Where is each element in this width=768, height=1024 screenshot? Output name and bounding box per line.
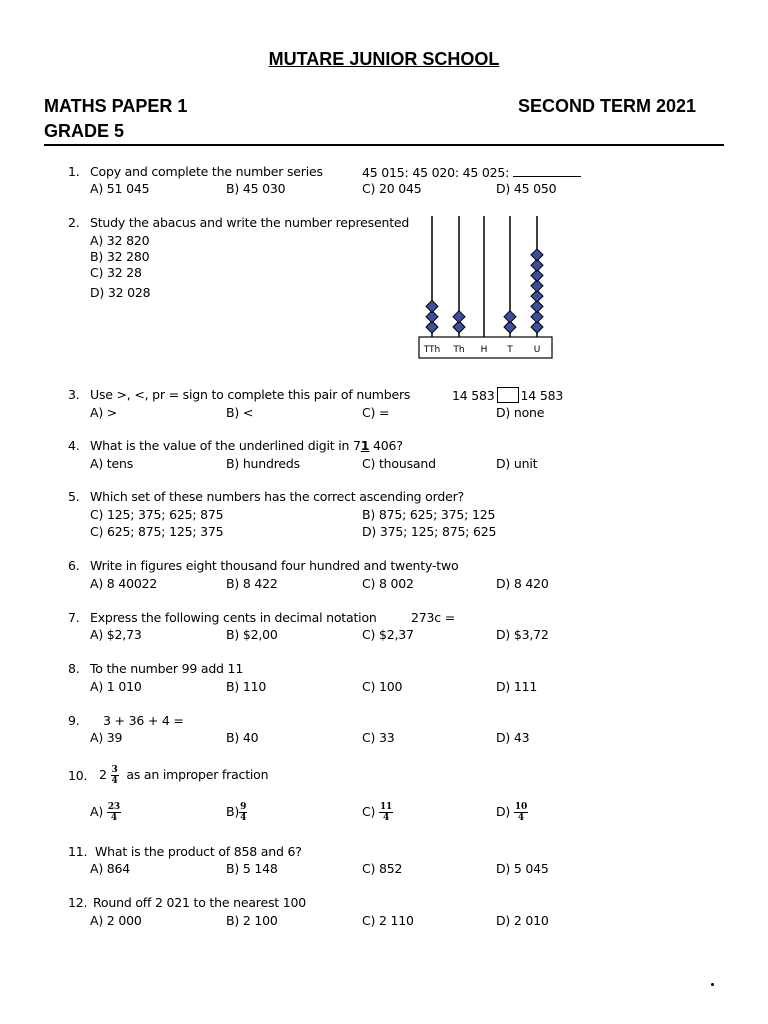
q6-option-d: D) 8 420: [496, 576, 549, 591]
q5-text: Which set of these numbers has the correct ascending order?: [90, 489, 464, 504]
q3-option-a: A) >: [90, 405, 118, 420]
q6-option-c: C) 8 002: [362, 576, 414, 591]
q2-option-c: C) 32 28: [90, 265, 142, 280]
abacus-bead: [426, 300, 438, 312]
q11-option-c: C) 852: [362, 861, 403, 876]
abacus-label: TTh: [423, 345, 441, 355]
q12-number: 12.: [68, 895, 88, 910]
q2-number: 2.: [68, 215, 80, 230]
q7-option-c: C) $2,37: [362, 627, 414, 642]
q9-option-a: A) 39: [90, 730, 123, 745]
q9-option-d: D) 43: [496, 730, 530, 745]
q1-text: Copy and complete the number series: [90, 164, 323, 179]
q8-option-d: D) 111: [496, 679, 538, 694]
q2-option-b: B) 32 280: [90, 249, 150, 264]
q4-text: What is the value of the underlined digit in 71 406?: [90, 438, 403, 453]
q9-option-b: B) 40: [226, 730, 259, 745]
q8-option-b: B) 110: [226, 679, 267, 694]
q10-option-a: A) $\frac{23}{4}$: [90, 802, 120, 823]
page-dot: [711, 983, 714, 986]
q7-option-a: A) $2,73: [90, 627, 142, 642]
q5-option-4: D) 375; 125; 875; 625: [362, 524, 497, 539]
mixed-fraction: $\frac{3}{4}$: [111, 765, 118, 786]
q6-number: 6.: [68, 558, 80, 573]
q1-series: 45 015: 45 020: 45 025:: [362, 164, 581, 181]
q3-comparison: 14 583 14 583: [452, 388, 564, 403]
q8-option-c: C) 100: [362, 679, 403, 694]
q4-option-d: D) unit: [496, 456, 538, 471]
q2-option-d: D) 32 028: [90, 285, 151, 300]
q5-option-3: C) 625; 875; 125; 375: [90, 524, 224, 539]
abacus-label: U: [533, 345, 541, 355]
q1-option-a: A) 51 045: [90, 181, 150, 196]
q2-text: Study the abacus and write the number represented: [90, 215, 410, 230]
q6-text: Write in figures eight thousand four hundred and twenty-two: [90, 558, 459, 573]
abacus-bead: [504, 311, 516, 323]
q5-option-1: C) 125; 375; 625; 875: [90, 507, 224, 522]
abacus-label: T: [507, 345, 513, 355]
q7-value: 273c =: [411, 610, 455, 625]
q10-option-d: D) $\frac{10}{4}$: [496, 802, 528, 823]
header-rule: [44, 144, 724, 146]
q3-option-d: D) none: [496, 405, 545, 420]
q5-option-2: B) 875; 625; 375; 125: [362, 507, 496, 522]
q9-option-c: C) 33: [362, 730, 395, 745]
q10-number: 10.: [68, 768, 88, 783]
q6-option-a: A) 8 40022: [90, 576, 158, 591]
abacus-bead: [453, 311, 465, 323]
q12-text: Round off 2 021 to the nearest 100: [93, 895, 306, 910]
q9-text: 3 + 36 + 4 =: [103, 713, 184, 728]
answer-blank: [513, 164, 581, 177]
abacus-label: Th: [453, 345, 465, 355]
q10-option-b: B) $\frac{9}{4}$: [226, 802, 247, 823]
q2-option-a: A) 32 820: [90, 233, 150, 248]
q1-option-b: B) 45 030: [226, 181, 286, 196]
term-title: SECOND TERM 2021: [518, 96, 697, 116]
q8-text: To the number 99 add 11: [90, 661, 244, 676]
q1-option-d: D) 45 050: [496, 181, 557, 196]
q11-option-b: B) 5 148: [226, 861, 278, 876]
q12-option-c: C) 2 110: [362, 913, 414, 928]
school-title: MUTARE JUNIOR SCHOOL: [268, 49, 500, 69]
q11-option-a: A) 864: [90, 861, 131, 876]
paper-title: MATHS PAPER 1: [44, 96, 188, 116]
q7-option-b: B) $2,00: [226, 627, 278, 642]
q11-number: 11.: [68, 844, 88, 859]
q8-number: 8.: [68, 661, 80, 676]
q1-option-c: C) 20 045: [362, 181, 422, 196]
grade-title: GRADE 5: [44, 121, 125, 141]
q5-number: 5.: [68, 489, 80, 504]
q1-number: 1.: [68, 164, 80, 179]
q12-option-d: D) 2 010: [496, 913, 549, 928]
q3-text: Use >, <, pr = sign to complete this pair of numbers: [90, 387, 411, 402]
q8-option-a: A) 1 010: [90, 679, 142, 694]
q7-number: 7.: [68, 610, 80, 625]
q9-number: 9.: [68, 713, 80, 728]
q7-text: Express the following cents in decimal notation: [90, 610, 377, 625]
q3-option-c: C) =: [362, 405, 390, 420]
q4-number: 4.: [68, 438, 80, 453]
q4-option-a: A) tens: [90, 456, 134, 471]
answer-box: [497, 387, 519, 403]
q3-option-b: B) <: [226, 405, 254, 420]
q3-number: 3.: [68, 387, 80, 402]
q6-option-b: B) 8 422: [226, 576, 278, 591]
q4-option-c: C) thousand: [362, 456, 436, 471]
q10-text: 2 $\frac{3}{4}$ as an improper fraction: [99, 765, 269, 786]
q12-option-a: A) 2 000: [90, 913, 142, 928]
q10-option-c: C) $\frac{11}{4}$: [362, 802, 393, 823]
q7-option-d: D) $3,72: [496, 627, 549, 642]
q4-option-b: B) hundreds: [226, 456, 300, 471]
abacus-label: H: [480, 345, 488, 355]
abacus-diagram: [418, 212, 554, 362]
q11-option-d: D) 5 045: [496, 861, 549, 876]
abacus-bead: [531, 249, 543, 261]
q11-text: What is the product of 858 and 6?: [95, 844, 302, 859]
underlined-digit: 1: [360, 438, 370, 453]
q12-option-b: B) 2 100: [226, 913, 278, 928]
